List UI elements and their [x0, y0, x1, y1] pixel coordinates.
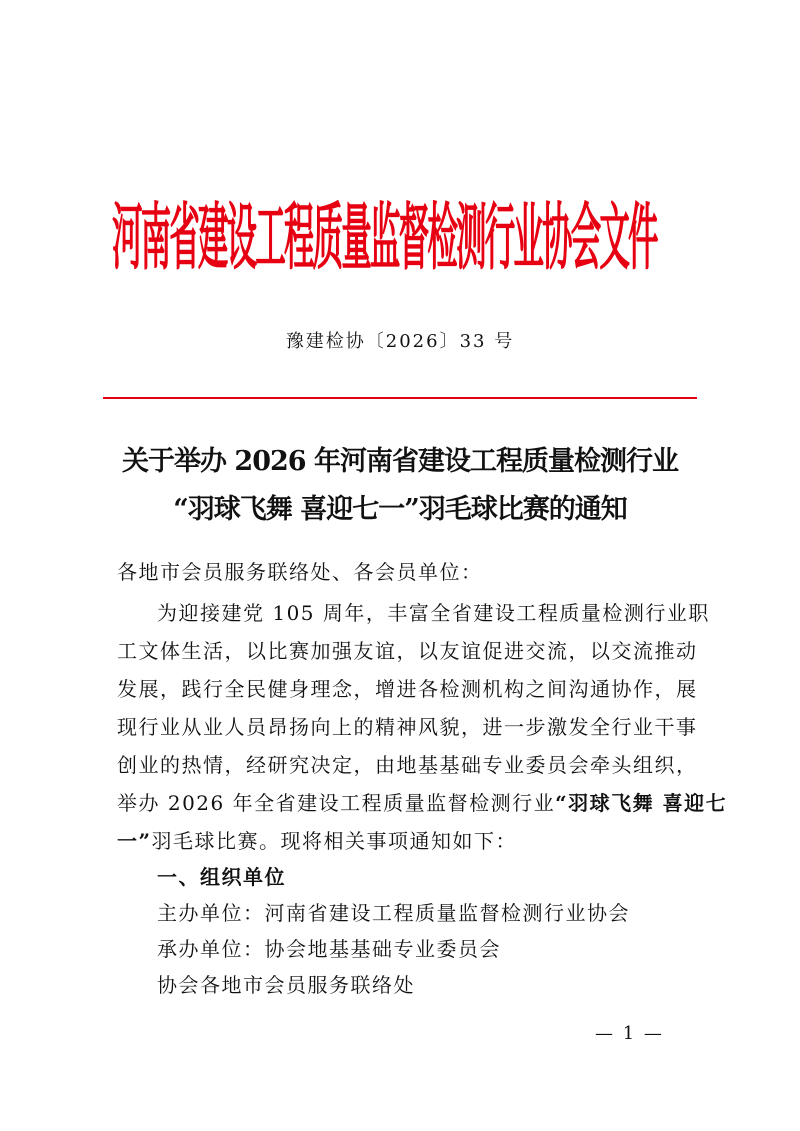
event-name-bold: “羽球飞舞 喜迎七 — [555, 791, 728, 815]
co-organizer-unit: 协会各地市会员服务联络处 — [157, 973, 415, 997]
section-heading: 一、组织单位 — [157, 865, 286, 889]
paragraph-line: 为迎接建党 105 周年，丰富全省建设工程质量检测行业职 — [157, 601, 710, 625]
paragraph-text: 羽毛球比赛。现将相关事项通知如下： — [151, 829, 518, 853]
document-number: 豫建检协〔2026〕33 号 — [285, 331, 515, 352]
paragraph-line — [117, 826, 517, 856]
paragraph-line: 现行业从业人员昂扬向上的精神风貌，进一步激发全行业干事 — [117, 715, 698, 739]
organizer-unit: 承办单位：协会地基基础专业委员会 — [157, 937, 501, 961]
red-divider-line — [103, 397, 697, 399]
paragraph-line — [117, 788, 727, 818]
salutation: 各地市会员服务联络处、各会员单位： — [117, 560, 483, 584]
masthead-text: 河南省建设工程质量监督检测行业协会文件 — [112, 196, 657, 280]
notice-title-line-1: 关于举办 2026 年河南省建设工程质量检测行业 — [122, 446, 678, 477]
notice-title-line-2: “羽球飞舞 喜迎七一”羽毛球比赛的通知 — [173, 494, 627, 525]
paragraph-line: 发展，践行全民健身理念，增进各检测机构之间沟通协作，展 — [117, 677, 698, 701]
paragraph-text: 举办 2026 年全省建设工程质量监督检测行业 — [117, 791, 556, 815]
paragraph-line: 工文体生活，以比赛加强友谊，以友谊促进交流，以交流推动 — [117, 639, 698, 663]
paragraph-line: 创业的热情，经研究决定，由地基基础专业委员会牵头组织， — [117, 753, 698, 777]
masthead-title — [112, 196, 688, 280]
host-unit: 主办单位：河南省建设工程质量监督检测行业协会 — [157, 901, 630, 925]
event-name-bold: 一” — [117, 829, 152, 853]
page-number: — 1 — — [595, 1023, 664, 1044]
